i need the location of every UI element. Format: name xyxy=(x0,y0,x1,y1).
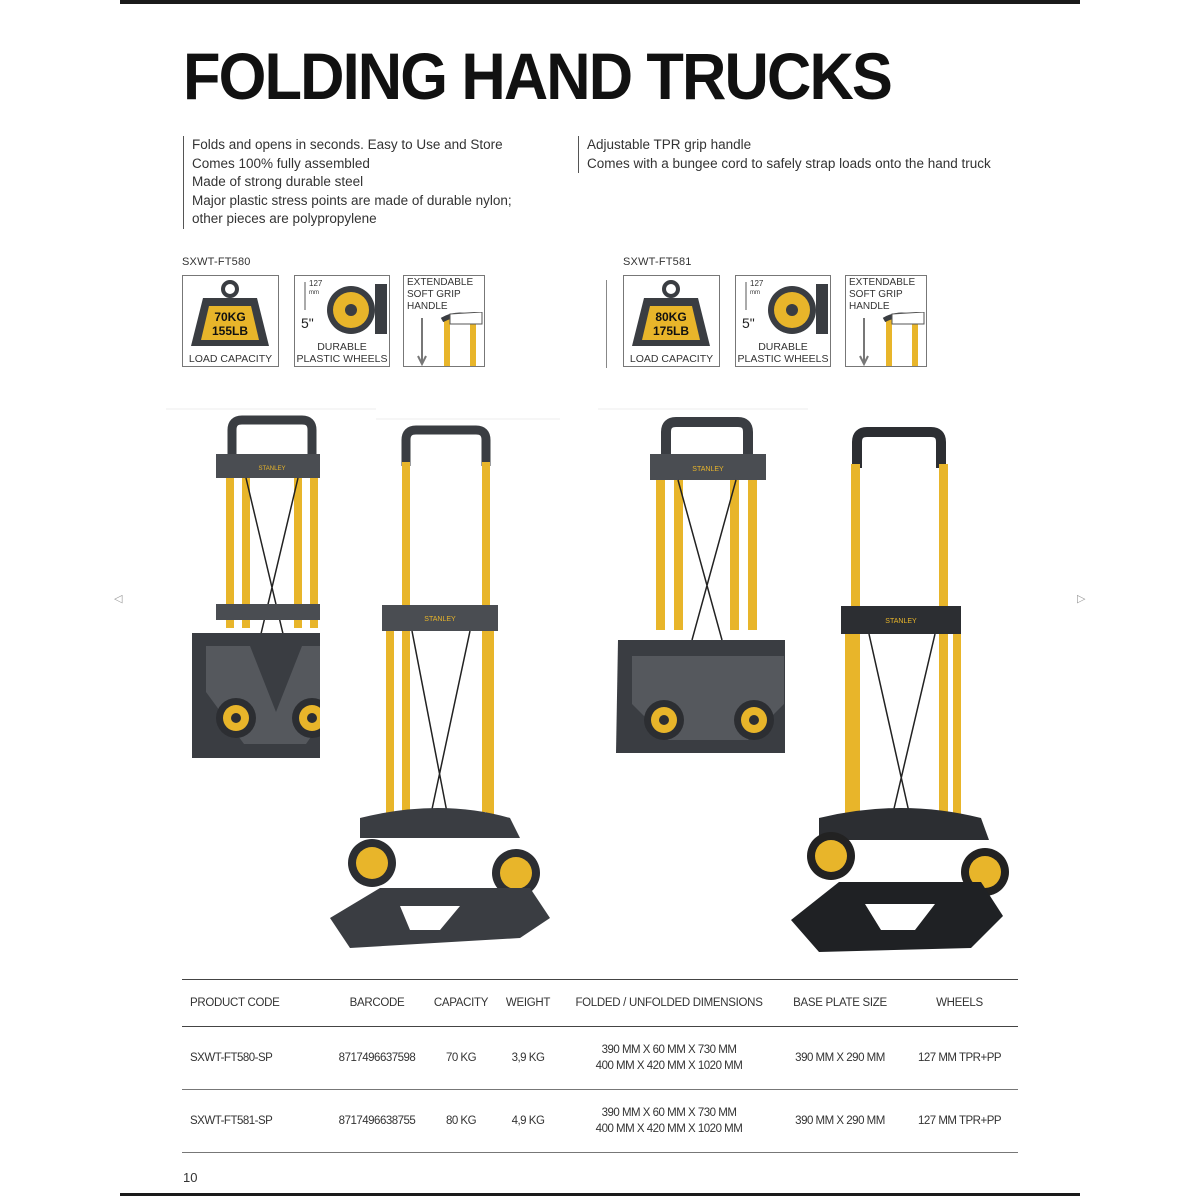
handle-caption-3: HANDLE xyxy=(849,301,890,312)
wheel-badge xyxy=(294,275,390,367)
weight-icon xyxy=(624,276,719,352)
feature-item: Adjustable TPR grip handle xyxy=(587,137,752,152)
handle-icon xyxy=(404,312,484,366)
load-capacity-caption: LOAD CAPACITY xyxy=(188,353,273,365)
header-base-plate: BASE PLATE SIZE xyxy=(779,980,901,1027)
load-lb: 155LB xyxy=(211,324,249,338)
wheel-mm: 127 xyxy=(309,279,323,288)
load-capacity-badge xyxy=(182,275,279,367)
cell-base-plate: 390 MM X 290 MM xyxy=(779,1027,901,1090)
cell-wheels: 127 MM TPR+PP xyxy=(901,1090,1018,1153)
load-kg: 80KG xyxy=(655,310,687,324)
wheel-badge xyxy=(735,275,831,367)
feature-list-left xyxy=(183,136,562,229)
cell-dimensions xyxy=(559,1027,779,1090)
next-page-icon[interactable]: ▷ xyxy=(1077,593,1086,605)
load-capacity-badge xyxy=(623,275,720,367)
wheel-mm-unit: mm xyxy=(750,290,760,296)
table-row xyxy=(182,1090,1018,1153)
wheel-icon xyxy=(736,276,830,340)
wheel-mm: 127 xyxy=(750,279,764,288)
cell-weight: 4,9 KG xyxy=(497,1090,559,1153)
brand-label: STANLEY xyxy=(885,618,917,625)
wheel-inch: 5" xyxy=(301,315,314,331)
handle-icon xyxy=(846,312,926,366)
dims-unfolded: 400 MM X 420 MM X 1020 MM xyxy=(595,1123,743,1135)
wheel-caption-2: PLASTIC WHEELS xyxy=(296,353,388,365)
wheel-inch: 5" xyxy=(742,315,755,331)
cell-product-code: SXWT-FT580-SP xyxy=(182,1027,329,1090)
feature-item: Folds and opens in seconds. Easy to Use and Store xyxy=(192,137,503,152)
handle-badge xyxy=(845,275,927,367)
load-kg: 70KG xyxy=(214,310,246,324)
handle-caption-2: SOFT GRIP xyxy=(849,289,903,300)
handle-caption-3: HANDLE xyxy=(407,301,448,312)
header-capacity: CAPACITY xyxy=(425,980,497,1027)
page-title: FOLDING HAND TRUCKS xyxy=(183,39,892,113)
handle-caption-1: EXTENDABLE xyxy=(407,277,474,288)
table-header-row xyxy=(182,980,1018,1027)
feature-item: Comes with a bungee cord to safely strap loads onto the hand truck xyxy=(587,155,991,171)
cell-product-code: SXWT-FT581-SP xyxy=(182,1090,329,1153)
table-row xyxy=(182,1027,1018,1090)
product-photo-ft581-unfolded xyxy=(785,420,1025,965)
cell-wheels: 127 MM TPR+PP xyxy=(901,1027,1018,1090)
wheel-caption-1: DURABLE xyxy=(758,341,808,353)
load-lb: 175LB xyxy=(652,324,690,338)
header-dimensions: FOLDED / UNFOLDED DIMENSIONS xyxy=(559,980,779,1027)
product-photo-ft580-unfolded xyxy=(320,418,560,963)
cell-barcode: 8717496637598 xyxy=(329,1027,425,1090)
brand-label: STANLEY xyxy=(424,616,456,623)
model-code-ft580: SXWT-FT580 xyxy=(182,256,251,268)
feature-item: Made of strong durable steel xyxy=(192,174,364,189)
bottom-rule xyxy=(120,1193,1080,1196)
feature-item: other pieces are polypropylene xyxy=(192,211,377,226)
prev-page-icon[interactable]: ◁ xyxy=(114,593,123,605)
specs-table xyxy=(182,979,1018,1153)
cell-weight: 3,9 KG xyxy=(497,1027,559,1090)
header-wheels: WHEELS xyxy=(901,980,1018,1027)
feature-item: Major plastic stress points are made of durable nylon; xyxy=(192,192,512,208)
model-code-ft581: SXWT-FT581 xyxy=(623,256,692,268)
handle-caption-2: SOFT GRIP xyxy=(407,289,461,300)
header-barcode: BARCODE xyxy=(329,980,425,1027)
wheel-caption-1: DURABLE xyxy=(317,341,367,353)
dims-folded: 390 MM X 60 MM X 730 MM xyxy=(601,1044,737,1056)
cell-base-plate: 390 MM X 290 MM xyxy=(779,1090,901,1153)
dims-unfolded: 400 MM X 420 MM X 1020 MM xyxy=(595,1060,743,1072)
feature-item: Comes 100% fully assembled xyxy=(192,155,370,171)
dims-folded: 390 MM X 60 MM X 730 MM xyxy=(601,1107,737,1119)
feature-list-right xyxy=(578,136,1047,173)
wheel-caption-2: PLASTIC WHEELS xyxy=(737,353,829,365)
handle-caption-1: EXTENDABLE xyxy=(849,277,916,288)
handle-badge xyxy=(403,275,485,367)
cell-capacity: 70 KG xyxy=(425,1027,497,1090)
brand-label: STANLEY xyxy=(258,466,286,472)
cell-barcode: 8717496638755 xyxy=(329,1090,425,1153)
header-product-code: PRODUCT CODE xyxy=(182,980,329,1027)
cell-dimensions xyxy=(559,1090,779,1153)
header-weight: WEIGHT xyxy=(497,980,559,1027)
page-number: 10 xyxy=(183,1170,198,1185)
wheel-mm-unit: mm xyxy=(309,290,319,296)
cell-capacity: 80 KG xyxy=(425,1090,497,1153)
wheel-icon xyxy=(295,276,389,340)
weight-icon xyxy=(183,276,278,352)
load-capacity-caption: LOAD CAPACITY xyxy=(629,353,714,365)
model-divider xyxy=(606,280,607,368)
top-rule xyxy=(120,0,1080,4)
brand-label: STANLEY xyxy=(692,466,724,473)
